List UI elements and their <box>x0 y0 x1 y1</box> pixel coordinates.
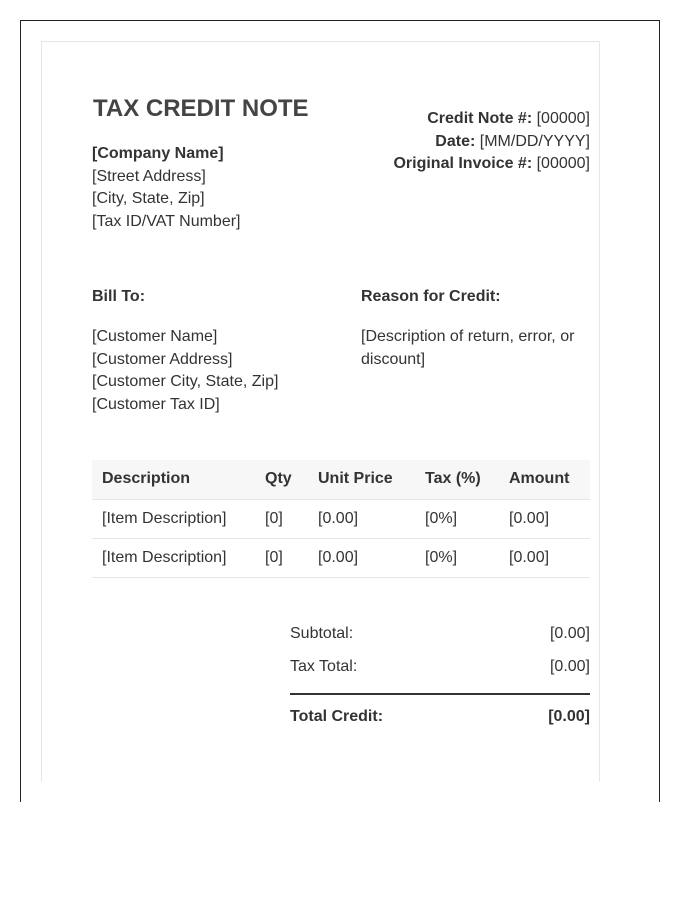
cell-unit-price: [0.00] <box>308 499 415 538</box>
total-credit-label: Total Credit: <box>290 708 384 725</box>
company-tax-id: [Tax ID/VAT Number] <box>92 212 241 230</box>
subtotal-row <box>290 622 590 655</box>
reason-heading: Reason for Credit: <box>361 288 501 305</box>
cell-qty: [0] <box>255 538 308 577</box>
credit-note-number-value: [00000] <box>536 110 590 127</box>
total-credit-value: [0.00] <box>548 708 590 725</box>
header-description: Description <box>92 460 255 499</box>
bill-to-heading: Bill To: <box>92 288 146 305</box>
original-invoice-value: [00000] <box>536 155 590 172</box>
cell-qty: [0] <box>255 499 308 538</box>
totals-section <box>290 622 590 738</box>
credit-note-number-line <box>393 108 590 131</box>
cell-amount: [0.00] <box>499 538 590 577</box>
reason-line-2: discount] <box>361 350 426 368</box>
cell-description: [Item Description] <box>92 499 255 538</box>
table-row <box>92 499 590 538</box>
line-items-table <box>92 460 590 578</box>
credit-note-number-label: Credit Note #: <box>427 110 533 127</box>
tax-total-label: Tax Total: <box>290 658 358 675</box>
tax-total-row <box>290 655 590 688</box>
header-amount: Amount <box>499 460 590 499</box>
cell-unit-price: [0.00] <box>308 538 415 577</box>
customer-address: [Customer Address] <box>92 350 233 368</box>
table-header-row <box>92 460 590 499</box>
tax-total-value: [0.00] <box>549 658 590 675</box>
reason-line-1: [Description of return, error, or <box>361 328 575 345</box>
header-qty: Qty <box>255 460 308 499</box>
table-row <box>92 538 590 577</box>
cell-amount: [0.00] <box>499 499 590 538</box>
cell-description: [Item Description] <box>92 538 255 577</box>
header-unit-price: Unit Price <box>308 460 415 499</box>
customer-city: [Customer City, State, Zip] <box>92 373 279 390</box>
document-title: TAX CREDIT NOTE <box>93 95 309 122</box>
credit-note-meta <box>393 108 590 176</box>
bill-to-block <box>92 326 278 416</box>
company-name: [Company Name] <box>92 145 224 162</box>
subtotal-label: Subtotal: <box>290 625 354 642</box>
cell-tax: [0%] <box>415 499 499 538</box>
date-value: [MM/DD/YYYY] <box>479 132 590 150</box>
header-tax: Tax (%) <box>415 460 499 499</box>
date-label: Date: <box>435 132 476 150</box>
date-line <box>393 131 590 154</box>
company-info <box>92 143 240 233</box>
original-invoice-label: Original Invoice #: <box>393 155 533 172</box>
original-invoice-line <box>393 153 590 176</box>
customer-name: [Customer Name] <box>92 328 218 345</box>
total-credit-row <box>290 693 590 738</box>
reason-block <box>361 326 574 371</box>
cell-tax: [0%] <box>415 538 499 577</box>
subtotal-value: [0.00] <box>549 625 590 642</box>
company-street: [Street Address] <box>92 167 206 185</box>
customer-tax-id: [Customer Tax ID] <box>92 395 220 413</box>
company-city: [City, State, Zip] <box>92 190 205 207</box>
